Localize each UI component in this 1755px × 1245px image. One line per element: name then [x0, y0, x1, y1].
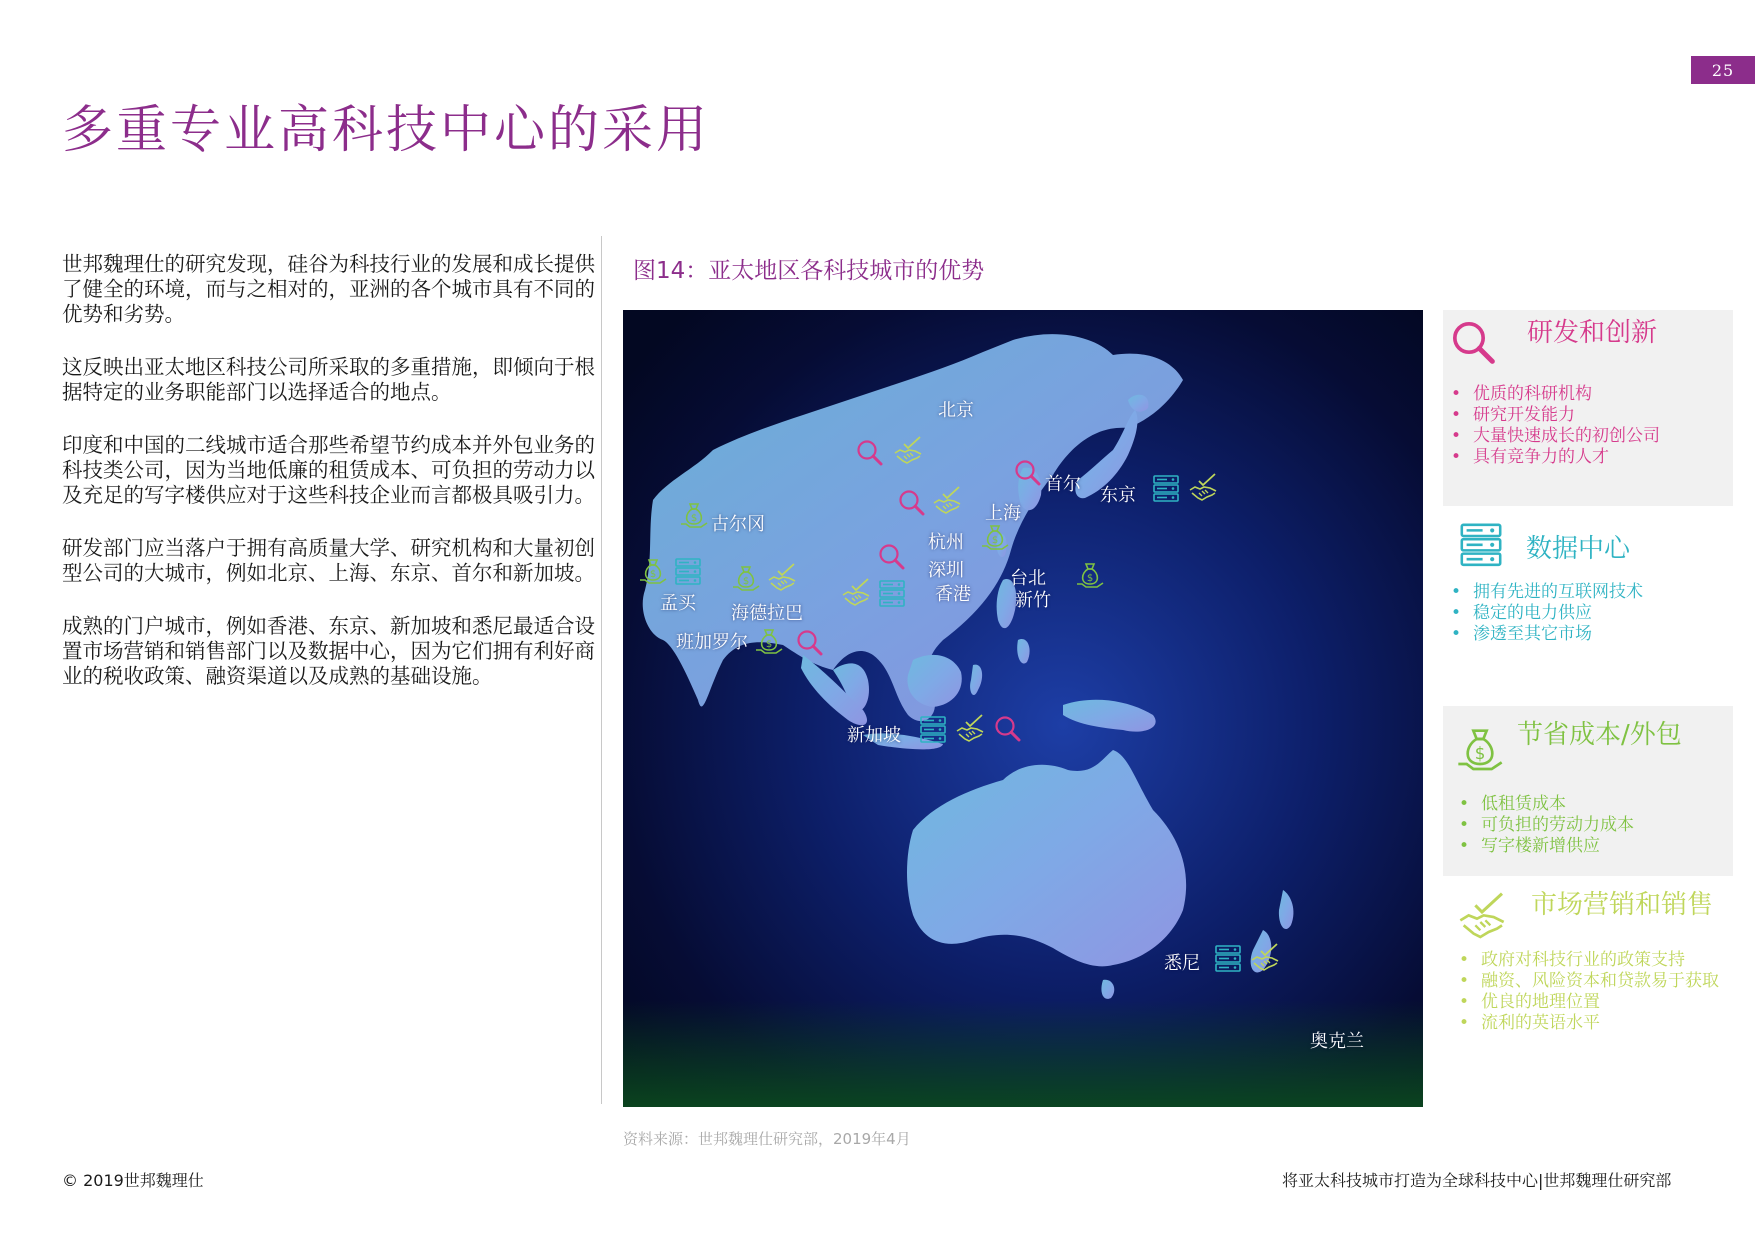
list-item: • 优良的地理位置 — [1451, 992, 1733, 1013]
magnifier-icon — [855, 438, 885, 468]
legend-cost-heading: 节省成本/外包 — [1517, 720, 1682, 750]
legend-cost-panel — [1443, 706, 1733, 876]
city-label-hyderabad: 海德拉巴 — [731, 603, 803, 624]
city-label-sydney: 悉尼 — [1164, 953, 1200, 974]
body-text — [62, 252, 600, 717]
footer-report-title: 将亚太科技城市打造为全球科技中心|世邦魏理仕研究部 — [1282, 1171, 1672, 1190]
city-label-shenzhen: 深圳 — [928, 560, 964, 581]
legend-marketing-panel — [1443, 882, 1733, 1062]
money-bag-icon — [980, 522, 1010, 552]
city-label-mumbai: 孟买 — [660, 593, 696, 614]
legend-datacenter-panel — [1443, 516, 1733, 676]
paragraph-5: 成熟的门户城市，例如香港、东京、新加坡和悉尼最适合设置市场营销和销售部门以及数据中心，因为它们拥有利好商业的税收政策、融资渠道以及成熟的基础设施。 — [62, 614, 595, 688]
paragraph-1: 世邦魏理仕的研究发现，硅谷为科技行业的发展和成长提供了健全的环境，而与之相对的，亚洲的各个城市具有不同的优势和劣势。 — [62, 252, 595, 326]
server-icon — [1151, 473, 1181, 503]
legend-datacenter-list — [1443, 582, 1643, 645]
magnifier-icon — [877, 542, 907, 572]
city-label-bangalore: 班加罗尔 — [676, 632, 748, 653]
magnifier-icon — [795, 628, 825, 658]
page-title: 多重专业高科技中心的采用 — [62, 101, 711, 160]
handshake-icon — [932, 486, 962, 516]
legend-rd-panel — [1443, 310, 1733, 506]
legend-marketing-list — [1451, 950, 1733, 1034]
list-item: • 渗透至其它市场 — [1443, 624, 1643, 645]
magnifier-icon — [1013, 458, 1043, 488]
magnifier-icon — [1449, 318, 1499, 368]
footer-copyright: © 2019世邦魏理仕 — [62, 1171, 204, 1190]
money-bag-icon — [679, 500, 709, 530]
city-label-tokyo: 东京 — [1100, 485, 1136, 506]
server-icon — [918, 714, 948, 744]
list-item: • 融资、风险资本和贷款易于获取 — [1451, 971, 1733, 992]
money-bag-icon — [638, 556, 668, 586]
handshake-icon — [1250, 943, 1280, 973]
handshake-icon — [1188, 473, 1218, 503]
list-item: • 政府对科技行业的政策支持 — [1451, 950, 1733, 971]
list-item: • 流利的英语水平 — [1451, 1013, 1733, 1034]
money-bag-icon — [1455, 724, 1505, 774]
list-item: • 优质的科研机构 — [1443, 384, 1660, 405]
source-note: 资料来源：世邦魏理仕研究部，2019年4月 — [623, 1130, 911, 1148]
city-label-taipei: 台北 — [1010, 568, 1046, 589]
asia-pacific-map — [623, 310, 1423, 1107]
server-icon — [1457, 520, 1505, 568]
handshake-icon — [841, 578, 871, 608]
city-label-seoul: 首尔 — [1045, 474, 1081, 495]
list-item: • 稳定的电力供应 — [1443, 603, 1643, 624]
legend-marketing-heading: 市场营销和销售 — [1531, 890, 1714, 920]
handshake-icon — [767, 563, 797, 593]
money-bag-icon — [1075, 560, 1105, 590]
figure-title: 图14：亚太地区各科技城市的优势 — [633, 258, 985, 284]
list-item: • 研究开发能力 — [1443, 405, 1660, 426]
magnifier-icon — [897, 488, 927, 518]
list-item: • 可负担的劳动力成本 — [1451, 815, 1634, 836]
city-label-hsinchu: 新竹 — [1015, 590, 1051, 611]
map-background — [623, 310, 1423, 1107]
column-divider — [601, 236, 602, 1104]
legend-cost-list — [1451, 794, 1634, 857]
city-label-beijing: 北京 — [938, 400, 974, 421]
magnifier-icon — [993, 714, 1023, 744]
city-label-auckland: 奥克兰 — [1310, 1031, 1364, 1052]
paragraph-4: 研发部门应当落户于拥有高质量大学、研究机构和大量初创型公司的大城市，例如北京、上海、东京、首尔和新加坡。 — [62, 536, 595, 585]
handshake-icon — [893, 436, 923, 466]
legend-rd-heading: 研发和创新 — [1527, 318, 1658, 348]
handshake-icon — [955, 714, 985, 744]
list-item: • 低租赁成本 — [1451, 794, 1634, 815]
city-label-shanghai: 上海 — [985, 503, 1021, 524]
paragraph-2: 这反映出亚太地区科技公司所采取的多重措施，即倾向于根据特定的业务职能部门以选择适合的地点。 — [62, 355, 595, 404]
list-item: • 写字楼新增供应 — [1451, 836, 1634, 857]
legend-datacenter-heading: 数据中心 — [1526, 534, 1631, 564]
money-bag-icon — [731, 563, 761, 593]
list-item: • 大量快速成长的初创公司 — [1443, 426, 1660, 447]
server-icon — [877, 578, 907, 608]
legend-rd-list — [1443, 384, 1660, 468]
server-icon — [673, 556, 703, 586]
city-label-hangzhou: 杭州 — [928, 532, 964, 553]
paragraph-3: 印度和中国的二线城市适合那些希望节约成本并外包业务的科技类公司，因为当地低廉的租赁成本、可负担的劳动力以及充足的写字楼供应对于这些科技企业而言都极具吸引力。 — [62, 433, 595, 507]
money-bag-icon — [754, 626, 784, 656]
list-item: • 拥有先进的互联网技术 — [1443, 582, 1643, 603]
server-icon — [1213, 943, 1243, 973]
city-label-hongkong: 香港 — [935, 584, 971, 605]
city-label-singapore: 新加坡 — [847, 725, 901, 746]
list-item: • 具有竞争力的人才 — [1443, 447, 1660, 468]
page-number: 25 — [1691, 56, 1755, 84]
handshake-icon — [1457, 892, 1507, 942]
city-label-gurgaon: 古尔冈 — [711, 514, 765, 535]
